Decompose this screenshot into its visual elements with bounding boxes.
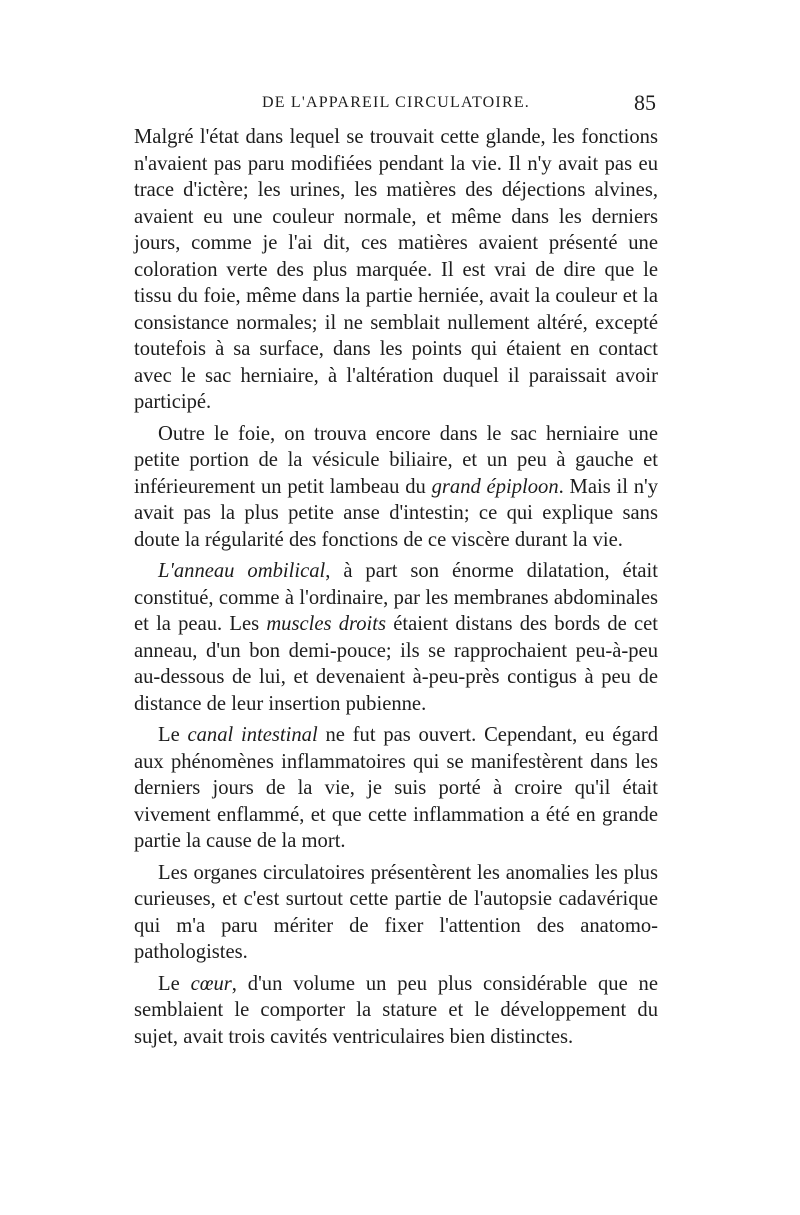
italic-term-coeur: cœur	[190, 972, 232, 995]
paragraph-4-text-1: Le	[158, 724, 188, 746]
paragraph-6-text-1: Le	[158, 972, 191, 995]
body-text	[134, 124, 658, 1050]
paragraph-4-text-2: ne fut pas ouvert. Cependant, eu égard aux phénomènes inflammatoires qui se manifestèrent dans les derniers jours de la vie, je suis porté à croire qu'il était vivement enflammé, et que cette inflammation a été en grande partie la cause de la mort.	[134, 724, 658, 852]
page-number: 85	[634, 90, 656, 115]
paragraph-3-text-2: étaient distans des bords de cet anneau, d'un bon demi-pouce; ils se rapprochaient peu-à-peu au-dessous de lui, et devenaient à-peu-près contigus à peu de distance de leur insertion pubienne.	[134, 613, 659, 715]
paragraph-2	[134, 421, 658, 554]
paragraph-2-text-2: . Mais il n'y avait pas la plus petite anse d'intestin; ce qui explique sans doute la régularité des fonctions de ce viscère durant la vie.	[134, 475, 659, 551]
paragraph-5	[134, 860, 658, 966]
paragraph-6	[134, 971, 658, 1051]
paragraph-3	[134, 558, 658, 717]
italic-term-muscles-droits: muscles droits	[266, 613, 387, 635]
italic-term-grand-epiploon: grand épiploon	[431, 475, 559, 498]
paragraph-1-text: Malgré l'état dans lequel se trouvait cette glande, les fonctions n'avaient pas paru modifiées pendant la vie. Il n'y avait pas eu trace d'ictère; les urines, les matières des déjections alvines, avaient eu une couleur normale, et même dans les derniers jours, comme je l'ai dit, ces matières avaient présenté une coloration verte des plus marquée. Il est vrai de dire que le tissu du foie, même dans la partie herniée, avait la couleur et la consistance normales; il ne semblait nullement altéré, excepté toutefois à sa surface, dans les points qui étaient en contact avec le sac herniaire, à l'altération duquel il paraissait avoir participé.	[134, 126, 658, 413]
paragraph-4	[134, 722, 658, 855]
paragraph-6-text-2: , d'un volume un peu plus considérable que ne semblaient le comporter la stature et le développement du sujet, avait trois cavités ventriculaires bien distinctes.	[134, 972, 658, 1048]
italic-term-anneau-ombilical: L'anneau ombilical	[158, 560, 326, 582]
italic-term-canal-intestinal: canal intestinal	[187, 724, 318, 746]
paragraph-2-text-1: Outre le foie, on trouva encore dans le sac herniaire une petite portion de la vésicule biliaire, et un peu à gauche et inférieurement un petit lambeau du	[134, 422, 658, 498]
paragraph-3-text-1: , à part son énorme dilatation, était constitué, comme à l'ordinaire, par les membranes abdominales et la peau. Les	[134, 560, 658, 635]
paragraph-5-text: Les organes circulatoires présentèrent les anomalies les plus curieuses, et c'est surtout cette partie de l'autopsie cadavérique qui m'a paru mériter de fixer l'attention des anatomo-pathologistes.	[134, 861, 658, 963]
paragraph-1	[134, 124, 658, 416]
running-head	[134, 92, 658, 122]
running-title: DE L'APPAREIL CIRCULATOIRE.	[261, 94, 531, 111]
